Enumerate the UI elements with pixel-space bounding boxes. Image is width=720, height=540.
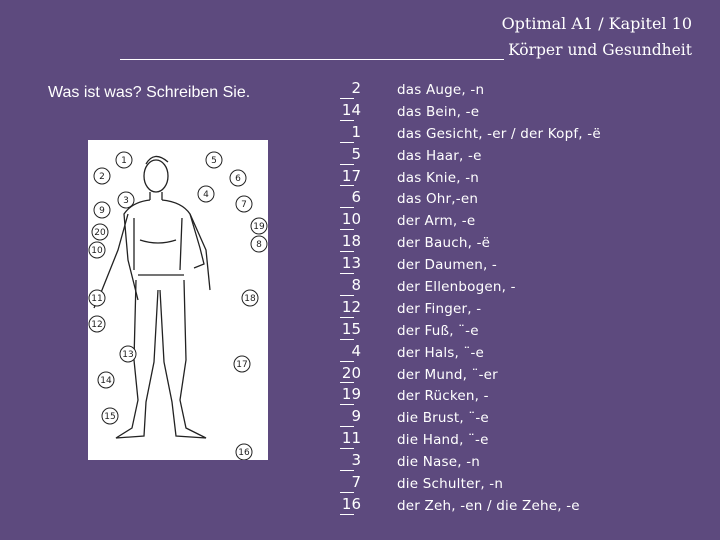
vocabulary-item: das Haar, -e — [397, 147, 482, 164]
vocabulary-item: der Ellenbogen, - — [397, 279, 516, 296]
callout-label: 16 — [238, 448, 250, 458]
answer-number: 12 — [340, 297, 361, 319]
answer-number: 3 — [340, 450, 361, 472]
vocabulary-item: der Finger, - — [397, 300, 482, 317]
answer-number: 15 — [340, 319, 361, 341]
vocabulary-item: der Zeh, -en / die Zehe, -e — [397, 497, 580, 514]
vocabulary-item: der Bauch, -ë — [397, 235, 491, 252]
callout-label: 10 — [91, 246, 103, 256]
header-title: Optimal A1 / Kapitel 10 — [501, 14, 692, 33]
vocabulary-item: das Bein, -e — [397, 103, 480, 120]
answer-number: 18 — [340, 231, 361, 253]
vocabulary-list — [397, 80, 601, 518]
callout-label: 12 — [91, 320, 103, 330]
callout-label: 1 — [121, 156, 127, 166]
callout-label: 2 — [99, 172, 105, 182]
answer-number: 6 — [340, 187, 361, 209]
callout-label: 4 — [203, 190, 209, 200]
answer-number: 13 — [340, 253, 361, 275]
callout-label: 6 — [235, 174, 241, 184]
vocabulary-item: der Fuß, ¨-e — [397, 322, 479, 339]
answer-number: 8 — [340, 275, 361, 297]
vocabulary-item: das Knie, -n — [397, 169, 480, 186]
answer-number: 10 — [340, 209, 361, 231]
callout-label: 13 — [122, 350, 134, 360]
vocabulary-item: der Daumen, - — [397, 257, 498, 274]
answer-number: 16 — [340, 494, 361, 516]
answer-number: 20 — [340, 363, 361, 385]
answer-number: 5 — [340, 144, 361, 166]
vocabulary-item: die Nase, -n — [397, 454, 481, 471]
answer-number: 1 — [340, 122, 361, 144]
callout-label: 17 — [236, 360, 248, 370]
header-rule — [120, 59, 504, 60]
callout-label: 15 — [104, 412, 116, 422]
answer-number: 4 — [340, 341, 361, 363]
callout-label: 20 — [94, 228, 106, 238]
answer-number: 19 — [340, 384, 361, 406]
callout-label: 19 — [253, 222, 265, 232]
vocabulary-item: der Arm, -e — [397, 213, 476, 230]
answer-number: 14 — [340, 100, 361, 122]
callout-label: 3 — [123, 196, 129, 206]
callout-label: 18 — [244, 294, 256, 304]
instruction-text: Was ist was? Schreiben Sie. — [48, 84, 251, 101]
vocabulary-item: die Schulter, -n — [397, 476, 504, 493]
callout-label: 5 — [211, 156, 217, 166]
callout-label: 8 — [256, 240, 262, 250]
vocabulary-item: die Hand, ¨-e — [397, 432, 489, 449]
answer-number: 9 — [340, 406, 361, 428]
vocabulary-item: das Gesicht, -er / der Kopf, -ë — [397, 125, 601, 142]
body-illustration — [88, 140, 268, 460]
vocabulary-item: der Mund, ¨-er — [397, 366, 498, 383]
vocabulary-item: das Auge, -n — [397, 82, 485, 98]
header-subtitle: Körper und Gesundheit — [508, 41, 692, 59]
answer-number: 7 — [340, 472, 361, 494]
callout-label: 14 — [100, 376, 112, 386]
answer-number: 2 — [340, 78, 361, 100]
vocabulary-item: der Rücken, - — [397, 388, 489, 405]
answer-number: 17 — [340, 166, 361, 188]
callout-label: 11 — [91, 294, 103, 304]
answer-numbers — [340, 78, 361, 516]
vocabulary-item: die Brust, ¨-e — [397, 410, 489, 427]
callout-label: 7 — [241, 200, 247, 210]
callout-label: 9 — [99, 206, 105, 216]
answer-number: 11 — [340, 428, 361, 450]
vocabulary-item: das Ohr,-en — [397, 191, 479, 208]
vocabulary-item: der Hals, ¨-e — [397, 344, 485, 361]
